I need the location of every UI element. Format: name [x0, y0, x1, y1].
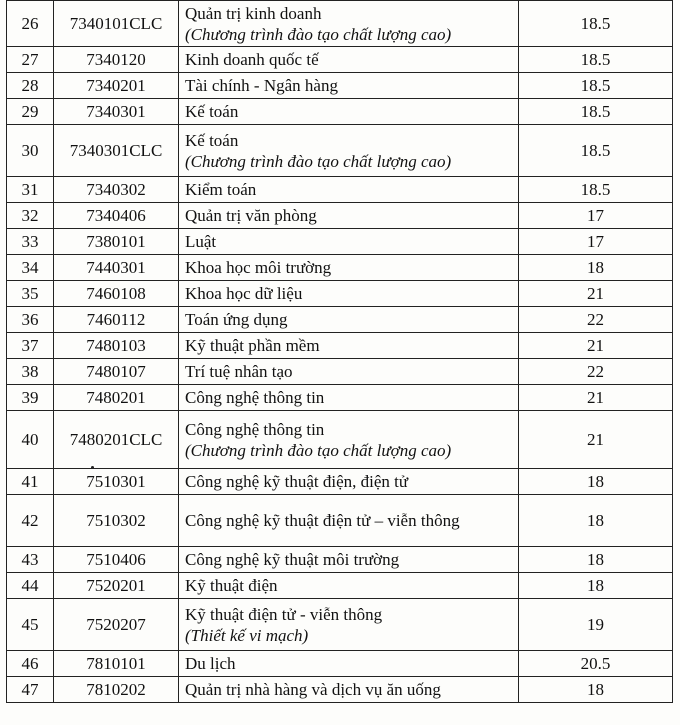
admission-score: 18.5 — [519, 73, 673, 99]
admission-score: 18 — [519, 469, 673, 495]
program-code: 7340406 — [54, 203, 179, 229]
table-row — [7, 677, 673, 703]
program-name-cell — [179, 411, 519, 469]
program-code: 7480103 — [54, 333, 179, 359]
program-name-cell — [179, 385, 519, 411]
table-row — [7, 359, 673, 385]
table-row — [7, 177, 673, 203]
table-row — [7, 125, 673, 177]
row-number: 47 — [7, 677, 54, 703]
row-number: 26 — [7, 1, 54, 47]
table-row — [7, 229, 673, 255]
program-name: Công nghệ kỹ thuật môi trường — [185, 550, 400, 569]
scan-dot-mark — [91, 466, 94, 469]
row-number: 39 — [7, 385, 54, 411]
program-code: 7380101 — [54, 229, 179, 255]
admission-score: 18 — [519, 573, 673, 599]
program-name: Kỹ thuật phần mềm — [185, 336, 320, 355]
row-number: 38 — [7, 359, 54, 385]
program-name: Công nghệ thông tin — [185, 419, 325, 439]
admission-score: 18.5 — [519, 99, 673, 125]
table-row — [7, 99, 673, 125]
admission-score: 20.5 — [519, 651, 673, 677]
admission-score: 17 — [519, 203, 673, 229]
program-code: 7340302 — [54, 177, 179, 203]
program-name: Du lịch — [185, 654, 236, 673]
program-code: 7440301 — [54, 255, 179, 281]
program-code: 7480201CLC — [54, 411, 179, 469]
program-code: 7480107 — [54, 359, 179, 385]
table-row — [7, 203, 673, 229]
program-name-cell — [179, 599, 519, 651]
program-code: 7510302 — [54, 495, 179, 547]
row-number: 40 — [7, 411, 54, 469]
score-table-body — [7, 1, 673, 703]
program-name-cell — [179, 177, 519, 203]
program-name-cell — [179, 333, 519, 359]
program-code: 7810202 — [54, 677, 179, 703]
row-number: 33 — [7, 229, 54, 255]
program-code: 7340301 — [54, 99, 179, 125]
program-code: 7520201 — [54, 573, 179, 599]
table-row — [7, 1, 673, 47]
table-row — [7, 469, 673, 495]
program-name: Quản trị nhà hàng và dịch vụ ăn uống — [185, 680, 441, 699]
table-row — [7, 495, 673, 547]
table-row — [7, 599, 673, 651]
row-number: 28 — [7, 73, 54, 99]
program-code: 7810101 — [54, 651, 179, 677]
program-name: Công nghệ kỹ thuật điện, điện tử — [185, 472, 409, 491]
row-number: 29 — [7, 99, 54, 125]
row-number: 44 — [7, 573, 54, 599]
program-note: (Thiết kế vi mạch) — [185, 625, 309, 645]
program-name: Tài chính - Ngân hàng — [185, 76, 338, 95]
program-name: Trí tuệ nhân tạo — [185, 362, 293, 381]
program-name-cell — [179, 1, 519, 47]
program-name-cell — [179, 307, 519, 333]
row-number: 36 — [7, 307, 54, 333]
table-row — [7, 307, 673, 333]
program-name-cell — [179, 547, 519, 573]
row-number: 46 — [7, 651, 54, 677]
program-note: (Chương trình đào tạo chất lượng cao) — [185, 24, 452, 44]
row-number: 41 — [7, 469, 54, 495]
program-name: Khoa học dữ liệu — [185, 284, 303, 303]
admission-score: 21 — [519, 333, 673, 359]
program-code: 7520207 — [54, 599, 179, 651]
program-name-cell — [179, 203, 519, 229]
program-name-cell — [179, 125, 519, 177]
program-note: (Chương trình đào tạo chất lượng cao) — [185, 440, 452, 460]
program-name: Công nghệ kỹ thuật điện tử – viễn thông — [185, 511, 460, 530]
program-name-cell — [179, 255, 519, 281]
row-number: 27 — [7, 47, 54, 73]
program-name: Luật — [185, 232, 217, 251]
admission-score: 18 — [519, 547, 673, 573]
table-row — [7, 547, 673, 573]
row-number: 30 — [7, 125, 54, 177]
admission-score: 18.5 — [519, 177, 673, 203]
program-name-cell — [179, 469, 519, 495]
table-row — [7, 651, 673, 677]
row-number: 31 — [7, 177, 54, 203]
program-code: 7340201 — [54, 73, 179, 99]
row-number: 45 — [7, 599, 54, 651]
program-code: 7340101CLC — [54, 1, 179, 47]
table-row — [7, 333, 673, 359]
program-name: Quản trị kinh doanh — [185, 3, 322, 23]
program-name: Khoa học môi trường — [185, 258, 332, 277]
program-note: (Chương trình đào tạo chất lượng cao) — [185, 151, 452, 171]
admission-score: 19 — [519, 599, 673, 651]
row-number: 42 — [7, 495, 54, 547]
admission-score: 18 — [519, 677, 673, 703]
program-name: Kỹ thuật điện tử - viễn thông — [185, 604, 383, 624]
program-name: Kỹ thuật điện — [185, 576, 278, 595]
program-name-cell — [179, 651, 519, 677]
program-name-cell — [179, 359, 519, 385]
program-name-cell — [179, 573, 519, 599]
admission-score: 22 — [519, 307, 673, 333]
row-number: 43 — [7, 547, 54, 573]
program-name: Kinh doanh quốc tế — [185, 50, 319, 69]
program-code: 7510301 — [54, 469, 179, 495]
row-number: 35 — [7, 281, 54, 307]
admission-score: 18.5 — [519, 1, 673, 47]
table-row — [7, 255, 673, 281]
row-number: 37 — [7, 333, 54, 359]
program-code: 7510406 — [54, 547, 179, 573]
row-number: 34 — [7, 255, 54, 281]
admission-score: 17 — [519, 229, 673, 255]
row-number: 32 — [7, 203, 54, 229]
program-code: 7340301CLC — [54, 125, 179, 177]
program-code: 7340120 — [54, 47, 179, 73]
admission-score: 21 — [519, 385, 673, 411]
table-row — [7, 281, 673, 307]
program-name-cell — [179, 47, 519, 73]
program-name-cell — [179, 281, 519, 307]
admission-score-table — [6, 0, 673, 703]
program-name-cell — [179, 99, 519, 125]
table-row — [7, 411, 673, 469]
table-row — [7, 573, 673, 599]
admission-score: 18.5 — [519, 125, 673, 177]
admission-score: 18 — [519, 495, 673, 547]
table-row — [7, 73, 673, 99]
table-row — [7, 385, 673, 411]
program-name-cell — [179, 229, 519, 255]
program-name: Kiểm toán — [185, 180, 257, 199]
admission-score: 21 — [519, 411, 673, 469]
admission-score: 18 — [519, 255, 673, 281]
program-name: Kế toán — [185, 102, 239, 121]
table-row — [7, 47, 673, 73]
program-name: Toán ứng dụng — [185, 310, 288, 329]
admission-score: 22 — [519, 359, 673, 385]
program-name-cell — [179, 677, 519, 703]
program-name-cell — [179, 495, 519, 547]
program-name: Quản trị văn phòng — [185, 206, 317, 225]
admission-score: 21 — [519, 281, 673, 307]
program-code: 7460108 — [54, 281, 179, 307]
program-name-cell — [179, 73, 519, 99]
program-code: 7460112 — [54, 307, 179, 333]
admission-score: 18.5 — [519, 47, 673, 73]
program-name: Kế toán — [185, 130, 239, 150]
program-name: Công nghệ thông tin — [185, 388, 325, 407]
program-code: 7480201 — [54, 385, 179, 411]
